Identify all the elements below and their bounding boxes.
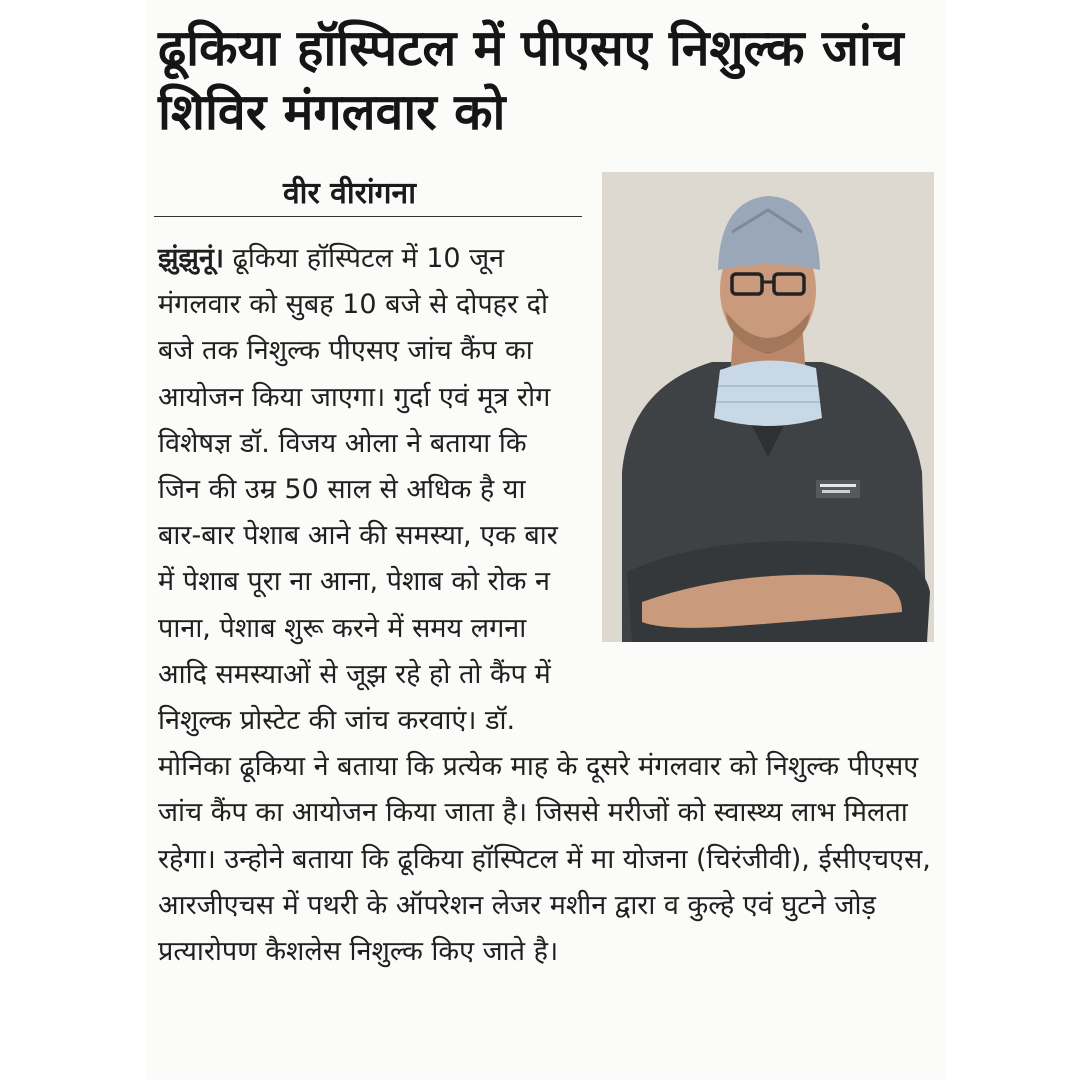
article-byline: वीर वीरांगना: [283, 176, 416, 211]
article-body: [158, 236, 942, 975]
byline-divider: [154, 216, 582, 217]
article-headline: ढूकिया हॉस्पिटल में पीएसए निशुल्क जांच शिविर मंगलवार को: [158, 19, 904, 141]
article-dateline: झुंझुनूं।: [158, 243, 225, 274]
photo-wrap-space: [592, 236, 942, 706]
article-body-text: ढूकिया हॉस्पिटल में 10 जून मंगलवार को सुबह 10 बजे से दोपहर दो बजे तक निशुल्क पीएसए जांच कैंप का आयोजन किया जाएगा। गुर्दा एवं मूत्र रोग विशेषज्ञ डॉ. विजय ओला ने बताया कि जिन की उम्र 50 साल से अधिक है या बार-बार पेशाब आने की समस्या, एक बार में पेशाब पूरा ना आना, पेशाब को रोक न पाना, पेशाब शुरू करने में समय लगना आदि समस्याओं से जूझ रहे हो तो कैंप में निशुल्क प्रोस्टेट की जांच करवाएं। डॉ. मोनिका ढूकिया ने बताया कि प्रत्येक माह के दूसरे मंगलवार को निशुल्क पीएसए जांच कैंप का आयोजन किया जाता है। जिससे मरीजों को स्वास्थ्य लाभ मिलता रहेगा। उन्होने बताया कि ढूकिया हॉस्पिटल में मा योजना (चिरंजीवी), ईसीएचएस, आरजीएचस में पथरी के ऑपरेशन लेजर मशीन द्वारा व कुल्हे एवं घुटने जोड़ प्रत्यारोपण कैशलेस निशुल्क किए जाते है।: [158, 243, 931, 968]
